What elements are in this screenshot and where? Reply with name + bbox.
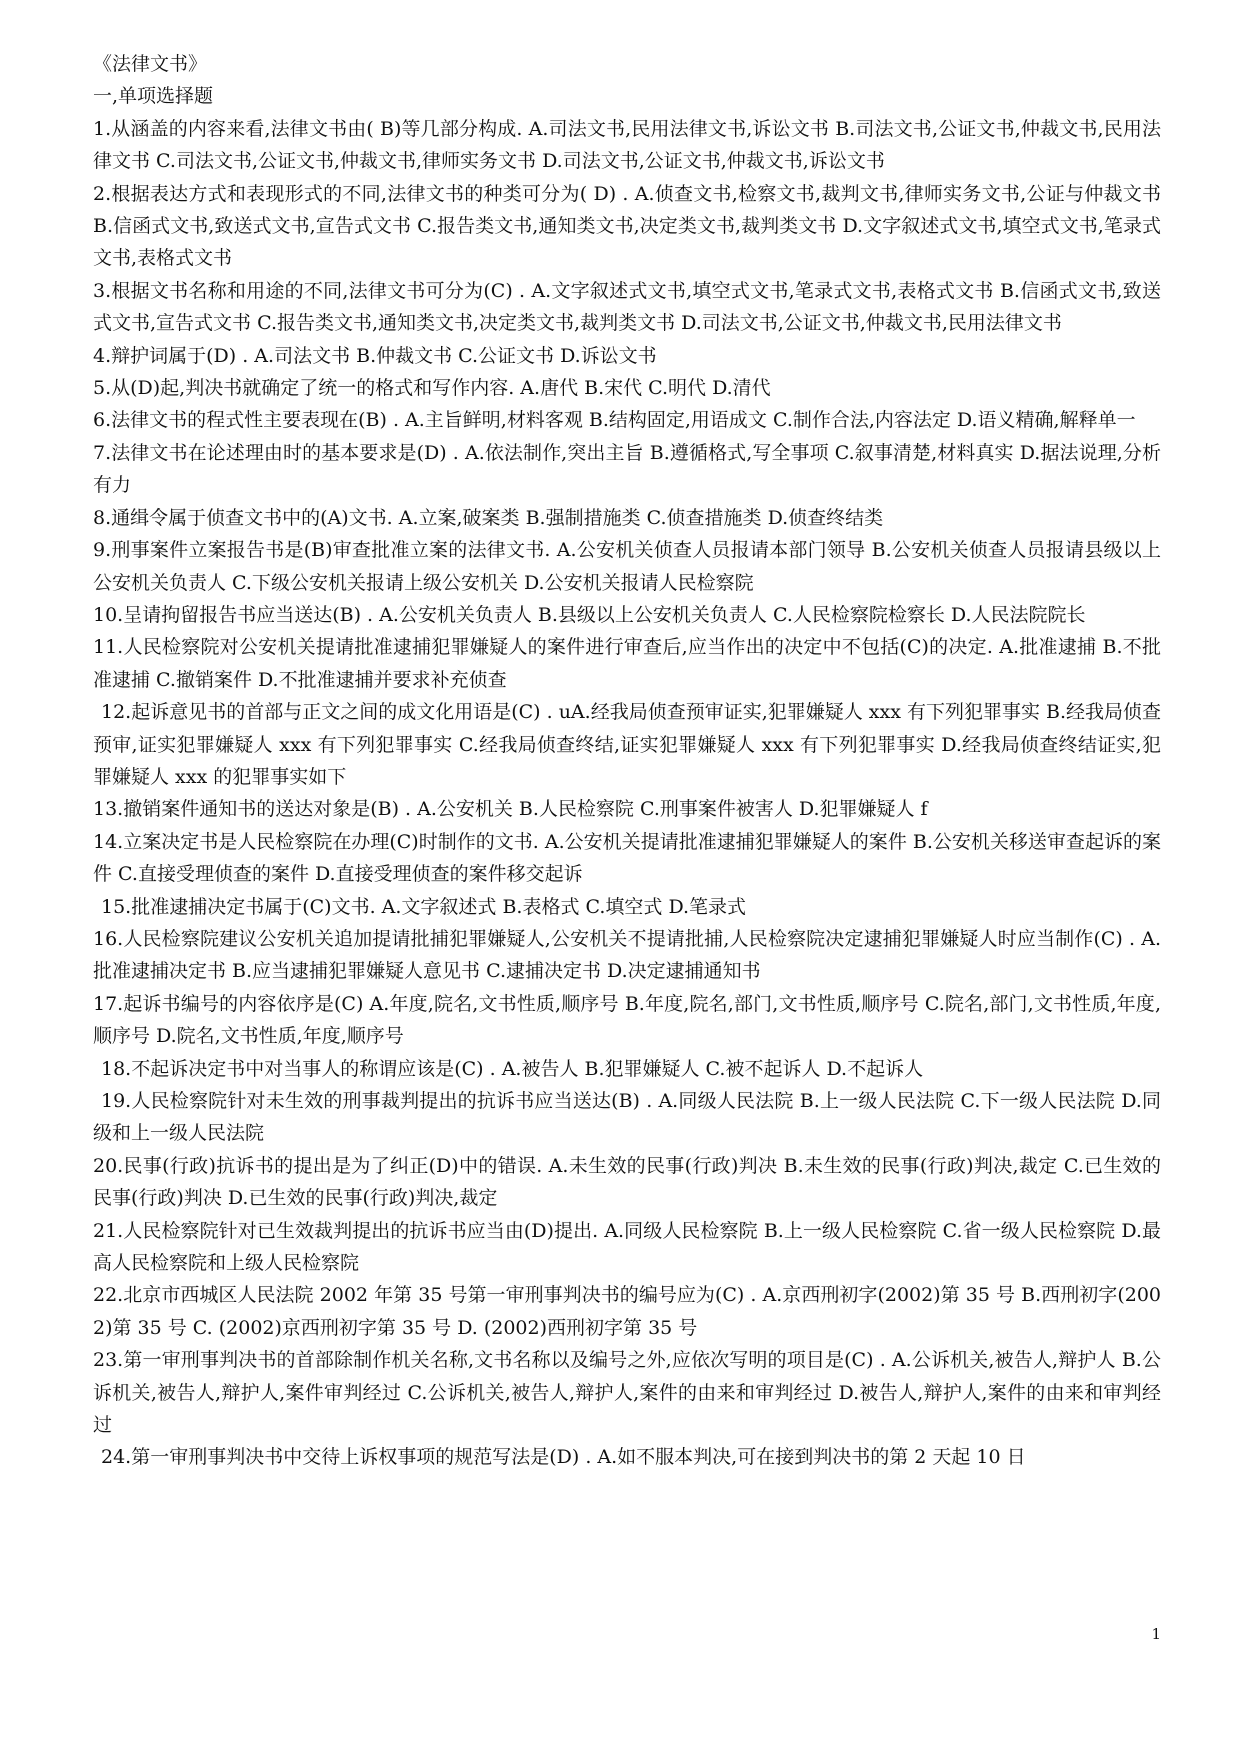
question-8: 8.通缉令属于侦查文书中的(A)文书. A.立案,破案类 B.强制措施类 C.侦查措施类 D.侦查终结类 (93, 506, 884, 529)
document-title: 《法律文书》 (93, 53, 208, 75)
question-21: 21.人民检察院针对已生效裁判提出的抗诉书应当由(D)提出. A.同级人民检察院 B.上一级人民检察院 C.省一级人民检察院 D.最高人民检察院和上级人民检察院 (93, 1219, 1161, 1275)
question-17: 17.起诉书编号的内容依序是(C) A.年度,院名,文书性质,顺序号 B.年度,院名,部门,文书性质,顺序号 C.院名,部门,文书性质,年度,顺序号 D.院名,文书性质,年度,顺序号 (93, 992, 1161, 1048)
question-11: 11.人民检察院对公安机关提请批准逮捕犯罪嫌疑人的案件进行审查后,应当作出的决定中不包括(C)的决定. A.批准逮捕 B.不批准逮捕 C.撤销案件 D.不批准逮捕并要求补充侦查 (93, 636, 1161, 691)
question-24: 24.第一审刑事判决书中交待上诉权事项的规范写法是(D) . A.如不服本判决,可在接到判决书的第 2 天起 10 日 (101, 1446, 1026, 1469)
question-20: 20.民事(行政)抗诉书的提出是为了纠正(D)中的错误. A.未生效的民事(行政)判决 B.未生效的民事(行政)判决,裁定 C.已生效的民事(行政)判决 D.已生效的民事(行政)判决,裁定 (93, 1154, 1161, 1210)
question-7: 7.法律文书在论述理由时的基本要求是(D) . A.依法制作,突出主旨 B.遵循格式,写全事项 C.叙事清楚,材料真实 D.据法说理,分析有力 (93, 441, 1161, 497)
question-10: 10.呈请拘留报告书应当送达(B) . A.公安机关负责人 B.县级以上公安机关负责人 C.人民检察院检察长 D.人民法院院长 (93, 603, 1086, 626)
question-13: 13.撤销案件通知书的送达对象是(B) . A.公安机关 B.人民检察院 C.刑事案件被害人 D.犯罪嫌疑人 f (93, 798, 928, 821)
question-6: 6.法律文书的程式性主要表现在(B) . A.主旨鲜明,材料客观 B.结构固定,用语成文 C.制作合法,内容法定 D.语义精确,解释单一 (93, 409, 1136, 432)
question-23: 23.第一审刑事判决书的首部除制作机关名称,文书名称以及编号之外,应依次写明的项目是(C) . A.公诉机关,被告人,辩护人 B.公诉机关,被告人,辩护人,案件审判经过 C.公诉机关,被告人,辩护人,案件的由来和审判经过 D.被告人,辩护人,案件的由来和审判经过 (93, 1349, 1161, 1437)
page-number: 1 (1151, 1625, 1161, 1643)
question-16: 16.人民检察院建议公安机关追加提请批捕犯罪嫌疑人,公安机关不提请批捕,人民检察院决定逮捕犯罪嫌疑人时应当制作(C) . A.批准逮捕决定书 B.应当逮捕犯罪嫌疑人意见书 C.逮捕决定书 D.决定逮捕通知书 (93, 927, 1161, 983)
question-3: 3.根据文书名称和用途的不同,法律文书可分为(C) . A.文字叙述式文书,填空式文书,笔录式文书,表格式文书 B.信函式文书,致送式文书,宣告式文书 C.报告类文书,通知类文书,决定类文书,裁判类文书 D.司法文书,公证文书,仲裁文书,民用法律文书 (93, 279, 1161, 335)
question-18: 18.不起诉决定书中对当事人的称谓应该是(C) . A.被告人 B.犯罪嫌疑人 C.被不起诉人 D.不起诉人 (101, 1057, 924, 1080)
question-19: 19.人民检察院针对未生效的刑事裁判提出的抗诉书应当送达(B) . A.同级人民法院 B.上一级人民法院 C.下一级人民法院 D.同级和上一级人民法院 (93, 1090, 1161, 1145)
document-page (93, 48, 1161, 1474)
question-22: 22.北京市西城区人民法院 2002 年第 35 号第一审刑事判决书的编号应为(C) . A.京西刑初字(2002)第 35 号 B.西刑初字(2002)第 35 号 C. (2002)京西刑初字第 35 号 D. (2002)西刑初字第 35 号 (93, 1284, 1161, 1339)
question-5: 5.从(D)起,判决书就确定了统一的格式和写作内容. A.唐代 B.宋代 C.明代 D.清代 (93, 377, 771, 400)
question-12: 12.起诉意见书的首部与正文之间的成文化用语是(C) . uA.经我局侦查预审证实,犯罪嫌疑人 xxx 有下列犯罪事实 B.经我局侦查预审,证实犯罪嫌疑人 xxx 有下列犯罪事实 C.经我局侦查终结,证实犯罪嫌疑人 xxx 有下列犯罪事实 D.经我局侦查终结证实,犯罪嫌疑人 xxx 的犯罪事实如下 (93, 701, 1162, 788)
question-1: 1.从涵盖的内容来看,法律文书由( B)等几部分构成. A.司法文书,民用法律文书,诉讼文书 B.司法文书,公证文书,仲裁文书,民用法律文书 C.司法文书,公证文书,仲裁文书,律师实务文书 D.司法文书,公证文书,仲裁文书,诉讼文书 (93, 117, 1161, 173)
question-15: 15.批准逮捕决定书属于(C)文书. A.文字叙述式 B.表格式 C.填空式 D.笔录式 (101, 895, 747, 918)
question-2: 2.根据表达方式和表现形式的不同,法律文书的种类可分为( D) . A.侦查文书,检察文书,裁判文书,律师实务文书,公证与仲裁文书 B.信函式文书,致送式文书,宣告式文书 C.报告类文书,通知类文书,决定类文书,裁判类文书 D.文字叙述式文书,填空式文书,笔录式文书,表格式文书 (93, 182, 1161, 270)
section-heading: 一,单项选择题 (93, 85, 214, 108)
question-14: 14.立案决定书是人民检察院在办理(C)时制作的文书. A.公安机关提请批准逮捕犯罪嫌疑人的案件 B.公安机关移送审查起诉的案件 C.直接受理侦查的案件 D.直接受理侦查的案件移交起诉 (93, 830, 1161, 886)
question-9: 9.刑事案件立案报告书是(B)审查批准立案的法律文书. A.公安机关侦查人员报请本部门领导 B.公安机关侦查人员报请县级以上公安机关负责人 C.下级公安机关报请上级公安机关 D.公安机关报请人民检察院 (93, 539, 1161, 594)
question-4: 4.辩护词属于(D) . A.司法文书 B.仲裁文书 C.公证文书 D.诉讼文书 (93, 344, 657, 367)
